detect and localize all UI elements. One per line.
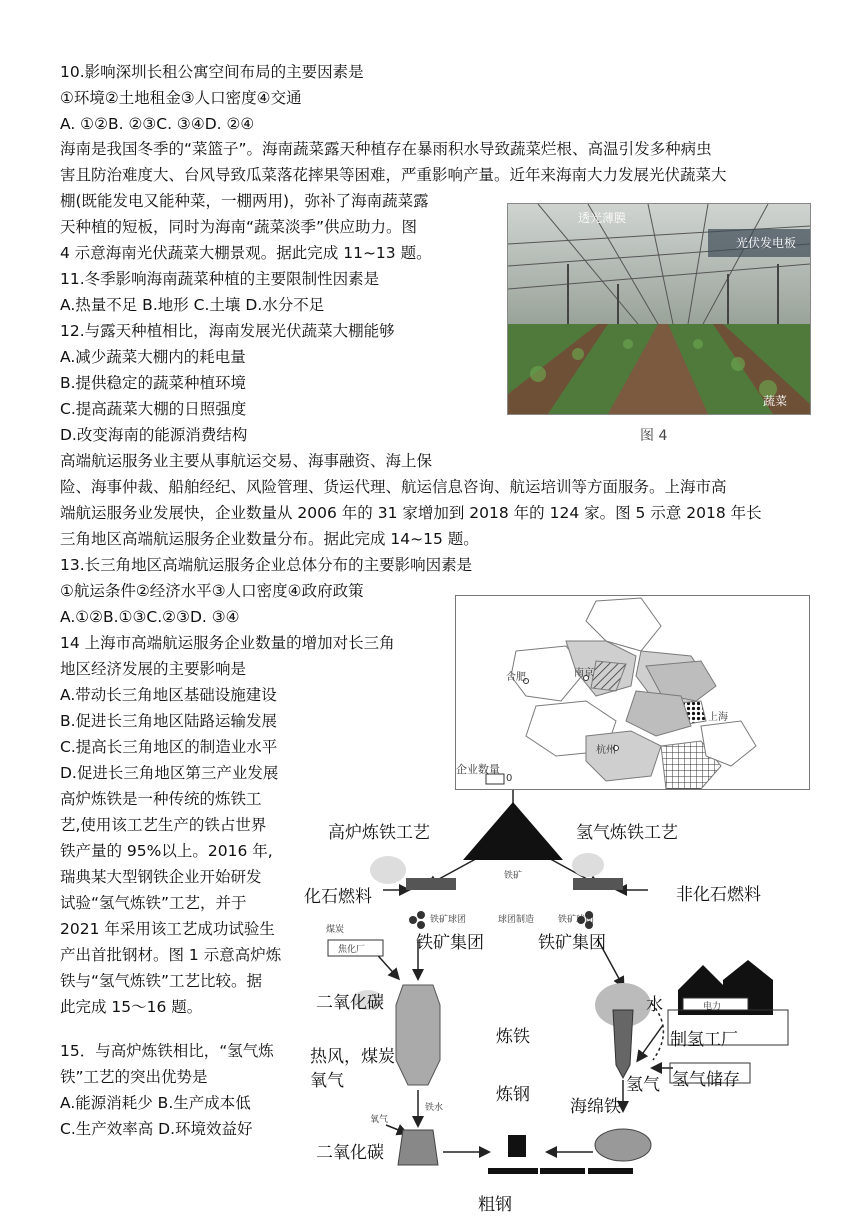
label-water: 水 — [646, 995, 663, 1015]
q12-stem: 12.与露天种植相比，海南发展光伏蔬菜大棚能够 — [60, 322, 395, 340]
q11-stem: 11.冬季影响海南蔬菜种植的主要限制性因素是 — [60, 270, 380, 288]
label-oxygen: 氧气 — [310, 1071, 344, 1091]
passage1-line: 4 示意海南光伏蔬菜大棚景观。据此完成 11~13 题。 — [60, 244, 432, 262]
title-hydrogen: 氢气炼铁工艺 — [576, 823, 678, 843]
label-crop: 蔬菜 — [763, 394, 788, 408]
label-hot-air: 热风，煤炭 — [310, 1047, 395, 1067]
greenhouse-photo — [507, 203, 811, 415]
q15-stem: 铁”工艺的突出优势是 — [60, 1068, 208, 1086]
q12-option: B.提供稳定的蔬菜种植环境 — [60, 374, 247, 392]
q13-stem: 13.长三角地区高端航运服务企业总体分布的主要影响因素是 — [60, 556, 473, 574]
q10-options: A. ①②B. ②③C. ③④D. ②④ — [60, 115, 255, 133]
passage3-line: 此完成 15～16 题。 — [60, 998, 203, 1016]
title-blast-furnace: 高炉炼铁工艺 — [328, 823, 430, 843]
passage1-line: 海南是我国冬季的“菜篮子”。海南蔬菜露天种植存在暴雨积水导致蔬菜烂根、高温引发多种病虫 — [60, 140, 712, 158]
label-sponge-iron: 海绵铁 — [570, 1097, 621, 1117]
label-pellet-left: 铁矿球团 — [430, 915, 467, 925]
q13-options: A.①②B.①③C.②③D. ③④ — [60, 608, 240, 626]
label-roof: 透光薄膜 — [578, 211, 627, 225]
label-h2-storage: 氢气储存 — [672, 1070, 740, 1090]
map-legend-title: 企业数量 — [456, 763, 500, 776]
label-pellet-right: 铁矿球团 — [558, 915, 595, 925]
q14-stem: 14 上海市高端航运服务企业数量的增加对长三角 — [60, 634, 395, 652]
passage3-line: 试验“氢气炼铁”工艺，并于 — [60, 894, 247, 912]
passage1-line: 天种植的短板，同时为海南“蔬菜淡季”供应助力。图 — [60, 218, 418, 236]
passage2-line: 高端航运服务业主要从事航运交易、海事融资、海上保 — [60, 452, 433, 470]
passage3-line: 铁与“氢气炼铁”工艺比较。据 — [60, 972, 263, 990]
q10-items: ①环境②土地租金③人口密度④交通 — [60, 89, 302, 107]
passage3-line: 高炉炼铁是一种传统的炼铁工 — [60, 790, 262, 808]
label-co2-top: 二氧化碳 — [316, 993, 384, 1013]
label-ironmaking: 炼铁 — [496, 1027, 530, 1047]
q15-option: C.生产效率高 D.环境效益好 — [60, 1120, 253, 1138]
q13-items: ①航运条件②经济水平③人口密度④政府政策 — [60, 582, 364, 600]
label-nonfossil-fuel: 非化石燃料 — [676, 885, 761, 905]
q12-option: D.改变海南的能源消费结构 — [60, 426, 248, 444]
passage1-line: 害且防治难度大、台风导致瓜菜落花摔果等困难，严重影响产量。近年来海南大力发展光伏蔬菜大 — [60, 166, 727, 184]
q12-option: A.减少蔬菜大棚内的耗电量 — [60, 348, 246, 366]
map-label-hangzhou: 杭州 — [596, 745, 616, 756]
label-coal: 煤炭 — [326, 925, 345, 935]
map-label-hefei: 合肥 — [506, 672, 526, 683]
label-oxygen-small: 氧气 — [370, 1115, 389, 1125]
label-ore-group-right: 铁矿集团 — [538, 933, 606, 953]
label-ore: 铁矿 — [504, 871, 523, 881]
ironmaking-flow-diagram — [304, 790, 853, 1215]
yangtze-delta-map — [455, 595, 810, 790]
passage3-line: 艺,使用该工艺生产的铁占世界 — [60, 816, 267, 834]
q14-option: A.带动长三角地区基础设施建设 — [60, 686, 277, 704]
passage2-line: 险、海事仲裁、船舶经纪、风险管理、货运代理、航运信息咨询、航运培训等方面服务。上海市高 — [60, 478, 727, 496]
label-crude-steel: 粗钢 — [478, 1195, 512, 1215]
label-ore-group-left: 铁矿集团 — [416, 933, 484, 953]
map-legend-zero: 0 — [506, 773, 513, 784]
q15-option: A.能源消耗少 B.生产成本低 — [60, 1094, 251, 1112]
label-pellet-mid: 球团制造 — [498, 915, 535, 925]
map-label-shanghai: 上海 — [708, 712, 728, 723]
q10-stem: 10.影响深圳长租公寓空间布局的主要因素是 — [60, 63, 364, 81]
label-power: 电力 — [703, 1002, 722, 1012]
label-molten-iron: 铁水 — [425, 1103, 444, 1113]
q12-option: C.提高蔬菜大棚的日照强度 — [60, 400, 247, 418]
q14-option: D.促进长三角地区第三产业发展 — [60, 764, 279, 782]
label-hydrogen: 氢气 — [626, 1075, 660, 1095]
passage2-line: 端航运服务业发展快，企业数量从 2006 年的 31 家增加到 2018 年的 124 家。图 5 示意 2018 年长 — [60, 504, 762, 522]
passage3-line: 2021 年采用该工艺成功试验生 — [60, 920, 275, 938]
label-panel: 光伏发电板 — [736, 236, 797, 250]
map-label-nanjing: 南京 — [574, 668, 594, 679]
q14-stem: 地区经济发展的主要影响是 — [60, 660, 247, 678]
passage3-line: 瑞典某大型钢铁企业开始研发 — [60, 868, 262, 886]
label-steelmaking: 炼钢 — [496, 1085, 530, 1105]
figure-caption: 图 4 — [640, 428, 668, 444]
label-h2-plant: 制氢工厂 — [670, 1030, 738, 1050]
q15-stem: 15．与高炉炼铁相比，“氢气炼 — [60, 1042, 274, 1060]
q11-options: A.热量不足 B.地形 C.土壤 D.水分不足 — [60, 296, 325, 314]
q14-option: B.促进长三角地区陆路运输发展 — [60, 712, 278, 730]
passage2-line: 三角地区高端航运服务企业数量分布。据此完成 14~15 题。 — [60, 530, 479, 548]
label-coking: 焦化厂 — [338, 945, 366, 955]
passage3-line: 产出首批钢材。图 1 示意高炉炼 — [60, 946, 282, 964]
label-fossil-fuel: 化石燃料 — [304, 887, 372, 907]
q14-option: C.提高长三角地区的制造业水平 — [60, 738, 278, 756]
passage3-line: 铁产量的 95%以上。2016 年, — [60, 842, 273, 860]
label-co2-bottom: 二氧化碳 — [316, 1143, 384, 1163]
passage1-line: 棚(既能发电又能种菜，一棚两用)，弥补了海南蔬菜露 — [60, 192, 429, 210]
